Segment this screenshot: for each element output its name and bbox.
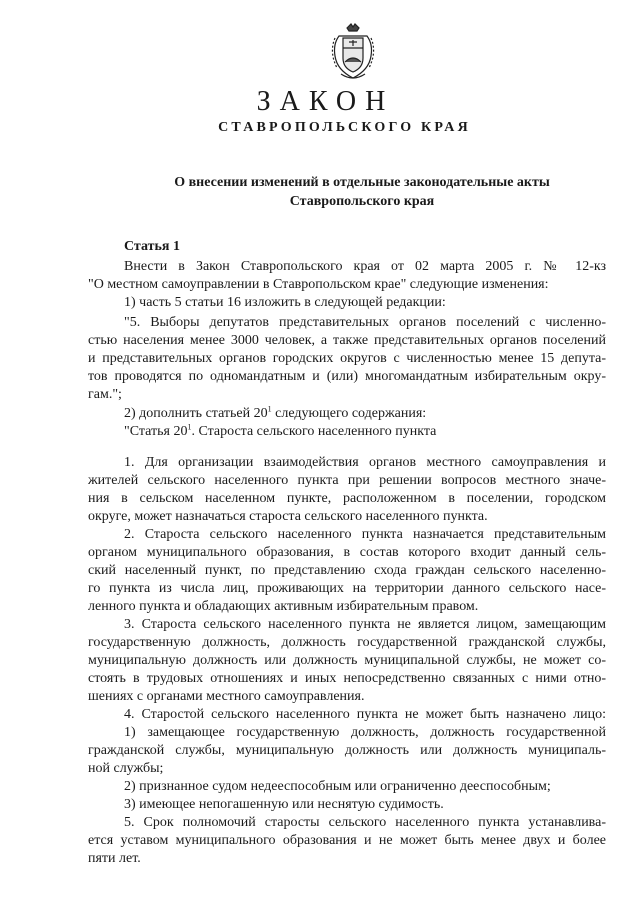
- paragraph-line: го пункта из числа лиц, проживающих на территории данного сельского насе-: [88, 581, 606, 596]
- superscript: 1: [267, 404, 272, 414]
- line-text-before: "Статья 20: [124, 424, 188, 439]
- paragraph-line: ной службы;: [88, 761, 164, 776]
- paragraph-line: органом муниципального образования, в состав которого входит данный сель-: [88, 545, 606, 560]
- paragraph-line: стоять в трудовых отношениях и иных непосредственно связанных с ними отно-: [88, 671, 606, 686]
- paragraph-line: 1) замещающее государственную должность, должность государственной: [124, 725, 606, 740]
- paragraph-line: 3. Староста сельского населенного пункта не является лицом, замещающим: [124, 617, 606, 632]
- paragraph-line: шениях с органами местного самоуправления.: [88, 689, 365, 704]
- paragraph-line: 2. Староста сельского населенного пункта назначается представительным: [124, 527, 606, 542]
- line-text-after: следующего содержания:: [271, 406, 427, 421]
- paragraph-line: 4. Старостой сельского населенного пункта не может быть назначено лицо:: [124, 707, 606, 722]
- coat-of-arms-emblem: [327, 22, 379, 82]
- paragraph-line: жителей сельского населенного пункта при решении вопросов местного значе-: [88, 473, 606, 488]
- document-heading-line-1: О внесении изменений в отдельные законодательные акты: [174, 175, 550, 190]
- paragraph-line: "5. Выборы депутатов представительных органов поселений с численно-: [124, 315, 606, 330]
- line-text-before: 2) дополнить статьей 20: [124, 406, 268, 421]
- paragraph-line: 5. Срок полномочий старосты сельского населенного пункта устанавлива-: [124, 815, 606, 830]
- paragraph-line: и представительных органов городских округов с численностью менее 15 депута-: [88, 351, 606, 366]
- law-subtitle: СТАВРОПОЛЬСКОГО КРАЯ: [218, 120, 471, 135]
- paragraph-line: округе, может назначаться староста сельского населенного пункта.: [88, 509, 488, 524]
- paragraph-line: гам.";: [88, 387, 122, 402]
- paragraph-line: 1. Для организации взаимодействия органов местного самоуправления и: [124, 455, 606, 470]
- line-text-after: . Староста сельского населенного пункта: [191, 424, 437, 439]
- paragraph-line: муниципальную должность или должность муниципальной службы, не может со-: [88, 653, 606, 668]
- paragraph-line-with-superscript: [124, 423, 639, 441]
- paragraph-line: ния в сельском населенном пункте, расположенном в поселении, городском: [88, 491, 606, 506]
- article-title: Статья 1: [124, 239, 180, 254]
- paragraph-line: Внести в Закон Ставропольского края от 02 марта 2005 г. № 12-кз: [124, 259, 606, 274]
- paragraph-line: ется уставом муниципального образования и не может быть менее двух и более: [88, 833, 606, 848]
- paragraph-line: государственную должность, должность государственной гражданской службы,: [88, 635, 606, 650]
- document-heading: [112, 173, 612, 211]
- paragraph-line: ский населенный пункт, по представлению схода граждан сельского населенно-: [88, 563, 606, 578]
- superscript: 1: [187, 422, 192, 432]
- paragraph-line: ленного пункта и обладающих активным избирательным правом.: [88, 599, 479, 614]
- document-heading-line-2: Ставропольского края: [289, 194, 435, 209]
- paragraph-line: 3) имеющее непогашенную или неснятую судимость.: [124, 797, 444, 812]
- paragraph-line: "О местном самоуправлении в Ставропольском крае" следующие изменения:: [88, 277, 549, 292]
- paragraph-line: 1) часть 5 статьи 16 изложить в следующей редакции:: [124, 295, 446, 310]
- paragraph-line: 2) признанное судом недееспособным или ограниченно дееспособным;: [124, 779, 551, 794]
- paragraph-line: стью населения менее 3000 человек, а также представительных органов поселений: [88, 333, 606, 348]
- paragraph-line: гражданской службы, муниципальную должность или должность муниципаль-: [88, 743, 606, 758]
- paragraph-line-with-superscript: [124, 405, 639, 423]
- paragraph-line: тов проводятся по одномандатным и (или) многомандатным избирательным окру-: [88, 369, 606, 384]
- paragraph-line: пяти лет.: [88, 851, 141, 866]
- law-title: ЗАКОН: [256, 86, 395, 117]
